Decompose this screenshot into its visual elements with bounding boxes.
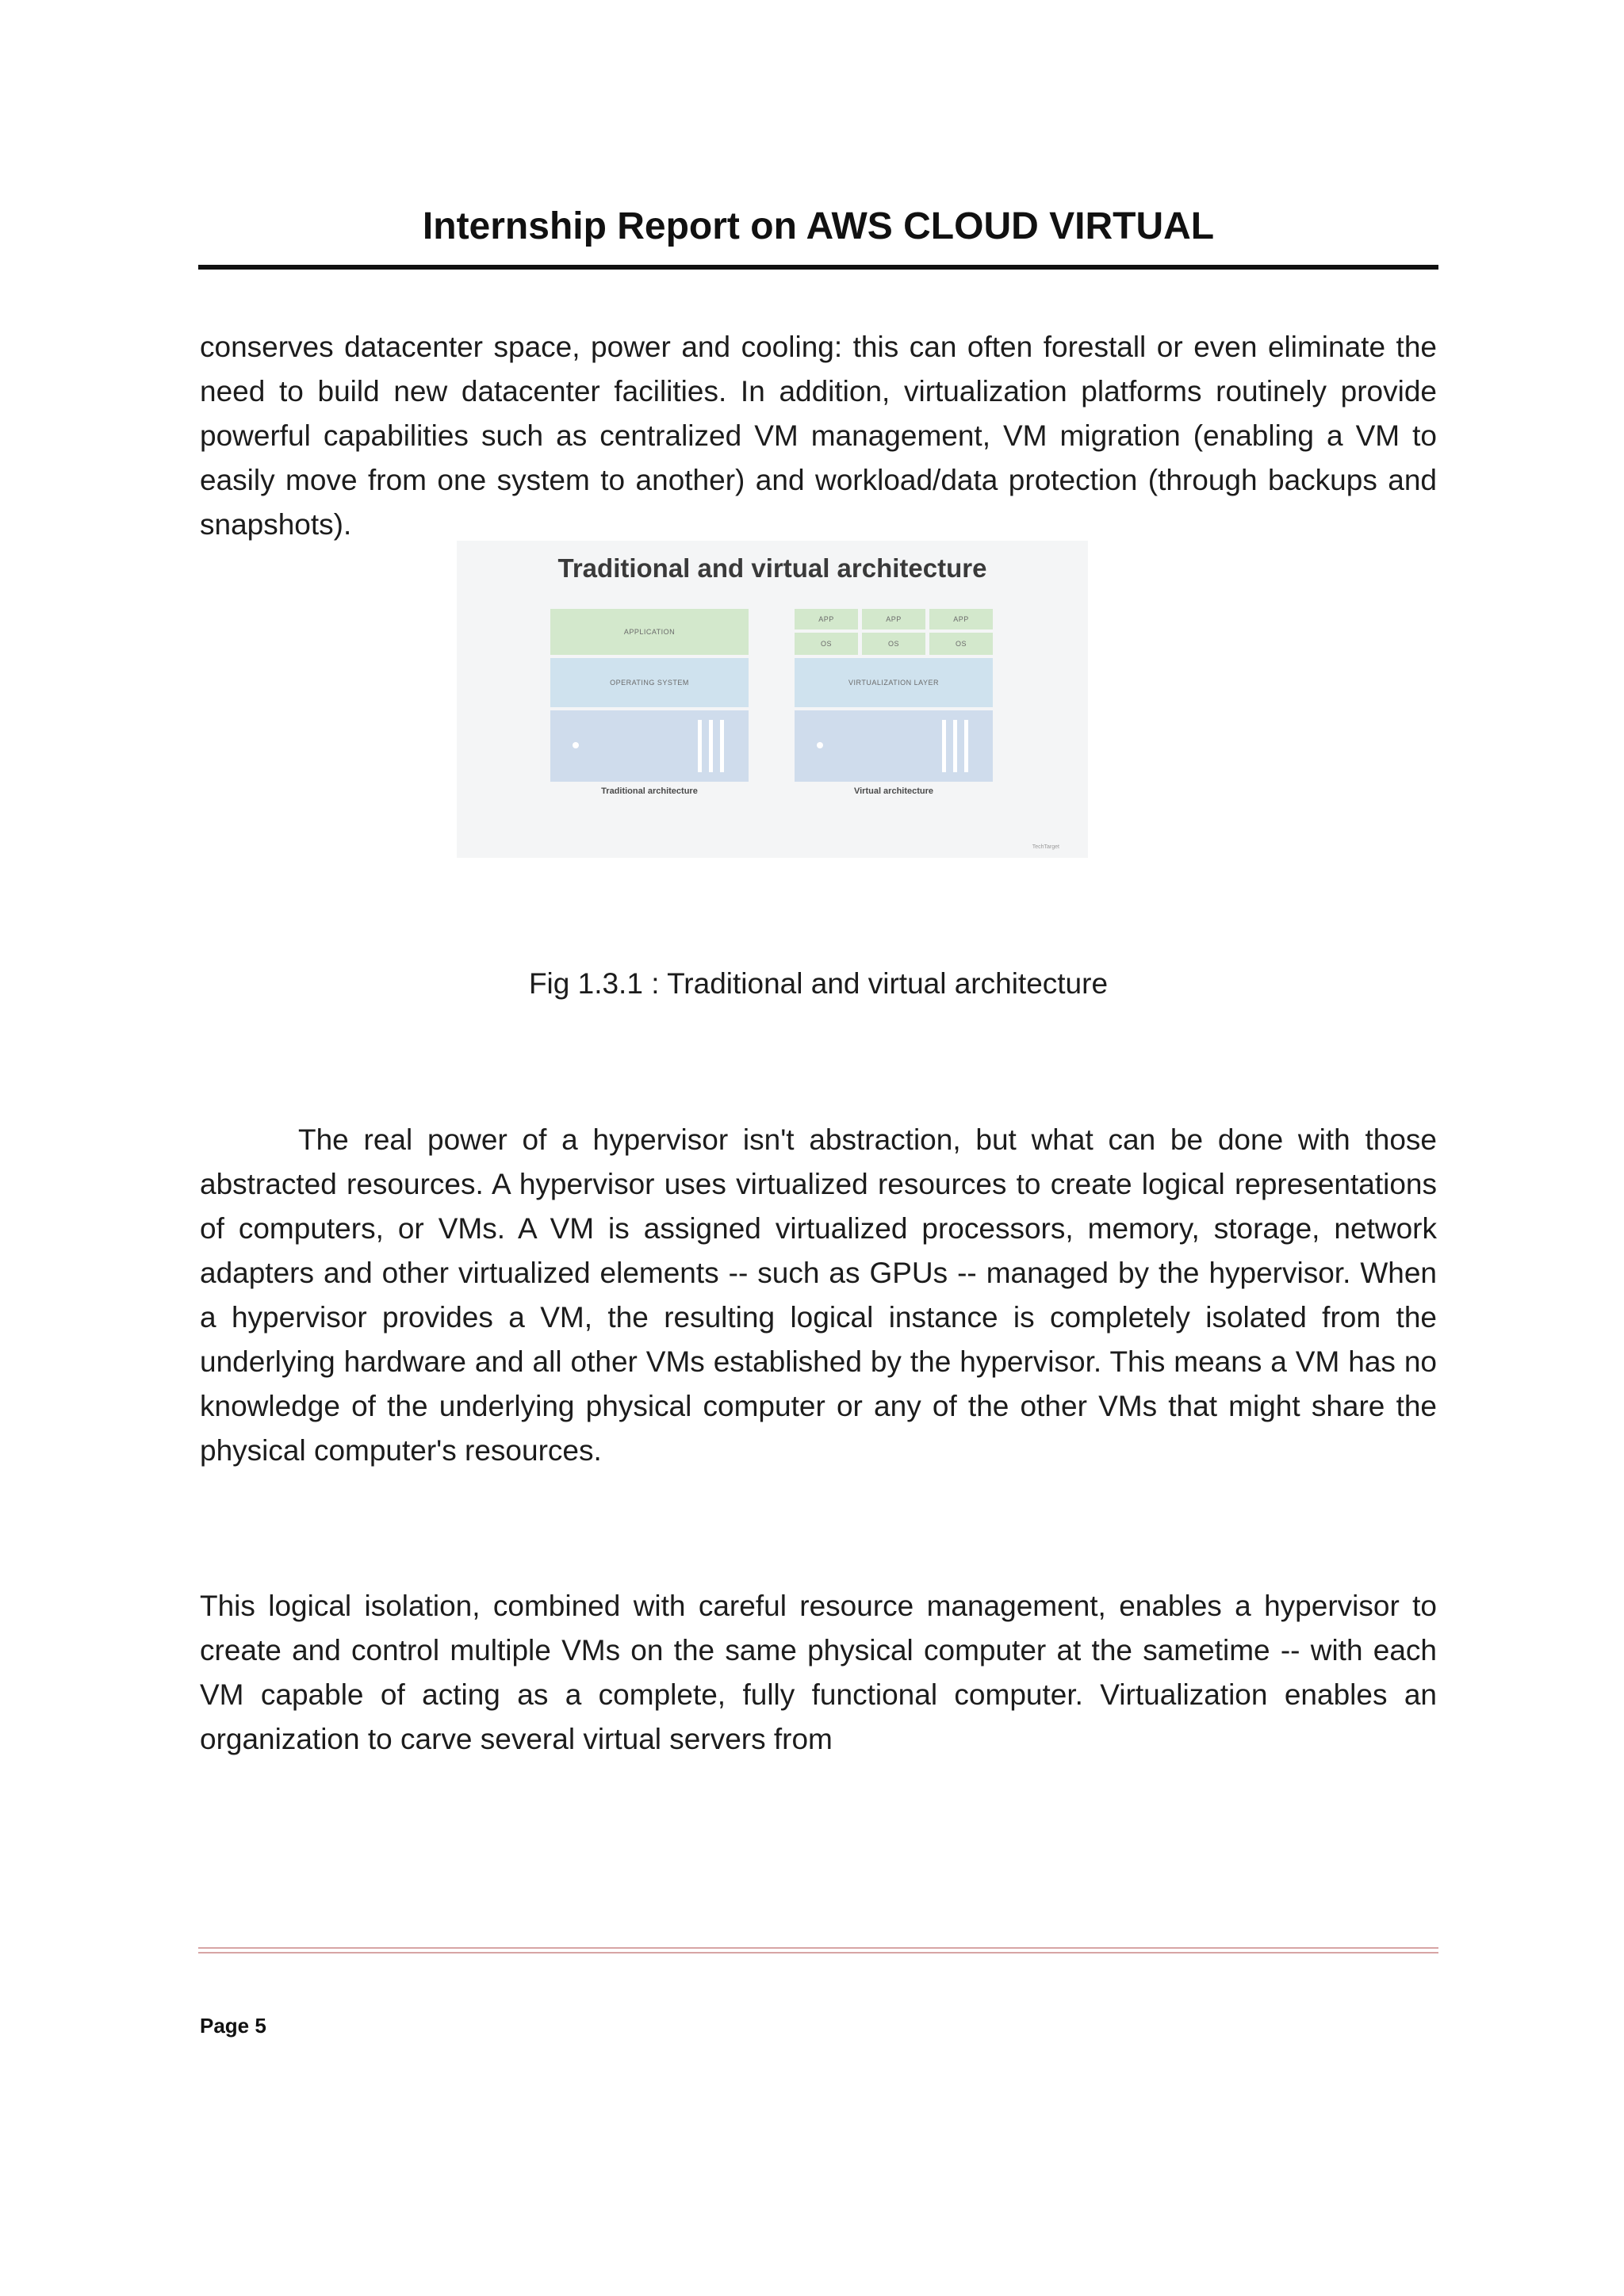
virtual-os-block	[862, 633, 925, 655]
server-led-icon	[573, 742, 579, 748]
traditional-application-label: APPLICATION	[623, 628, 676, 636]
server-led-icon	[817, 742, 823, 748]
server-slot-icon	[698, 720, 702, 772]
page-title: Internship Report on AWS CLOUD VIRTUAL	[422, 205, 1215, 247]
virtualization-layer-label: VIRTUALIZATION LAYER	[848, 679, 940, 687]
virtual-os-label: OS	[955, 640, 967, 648]
figure-caption: Fig 1.3.1 : Traditional and virtual architecture	[528, 967, 1109, 1000]
virtualization-layer-block	[795, 658, 993, 707]
virtual-os-label: OS	[820, 640, 832, 648]
server-slot-icon	[953, 720, 957, 772]
figure-title: Traditional and virtual architecture	[557, 553, 987, 583]
virtual-os-label: OS	[887, 640, 899, 648]
virtual-caption: Virtual architecture	[853, 786, 934, 796]
server-slot-icon	[964, 720, 968, 772]
virtual-app-block	[795, 609, 858, 629]
traditional-os-block	[550, 658, 749, 707]
paragraph-3: This logical isolation, combined with careful resource management, enables a hypervisor to create and control multiple VMs on the same physical computer at the sametime -- with each VM capable of acting as a complete, fully functional computer. Virtualization enables an organization to carve several virtual servers from	[200, 1590, 1437, 1755]
traditional-application-block	[550, 609, 749, 655]
architecture-figure	[457, 541, 1088, 858]
server-slot-icon	[942, 720, 946, 772]
traditional-os-label: OPERATING SYSTEM	[610, 679, 689, 687]
virtual-os-block	[795, 633, 858, 655]
paragraph-1: conserves datacenter space, power and cooling: this can often forestall or even eliminate the need to build new datacenter facilities. In addition, virtualization platforms routinely provide powerful capabilities such as centralized VM management, VM migration (enabling a VM to easily move from one system to another) and workload/data protection (through backups and snapshots).	[200, 331, 1437, 541]
paragraph-2: The real power of a hypervisor isn't abstraction, but what can be done with those abstracted resources. A hypervisor uses virtualized resources to create logical representations of computers, or VMs. A VM is assigned virtualized processors, memory, storage, network adapters and other virtualized elements -- such as GPUs -- managed by the hypervisor. When a hypervisor provides a VM, the resulting logical instance is completely isolated from the underlying hardware and all other VMs established by the hypervisor. This means a VM has no knowledge of the underlying physical computer or any of the other VMs that might share the physical computer's resources.	[200, 1123, 1437, 1467]
server-slot-icon	[709, 720, 713, 772]
header-divider	[198, 265, 1438, 270]
page-number: Page 5	[200, 2014, 266, 2038]
footer-divider	[198, 1947, 1438, 1954]
virtual-app-label: APP	[886, 615, 902, 623]
server-slot-icon	[720, 720, 724, 772]
virtual-hardware-block	[795, 710, 993, 782]
virtual-app-label: APP	[818, 615, 834, 623]
virtual-os-block	[929, 633, 993, 655]
virtual-app-block	[929, 609, 993, 629]
figure-credit: TechTarget	[1032, 844, 1059, 850]
virtual-app-label: APP	[953, 615, 969, 623]
traditional-caption: Traditional architecture	[601, 786, 698, 796]
traditional-hardware-block	[550, 710, 749, 782]
virtual-app-block	[862, 609, 925, 629]
